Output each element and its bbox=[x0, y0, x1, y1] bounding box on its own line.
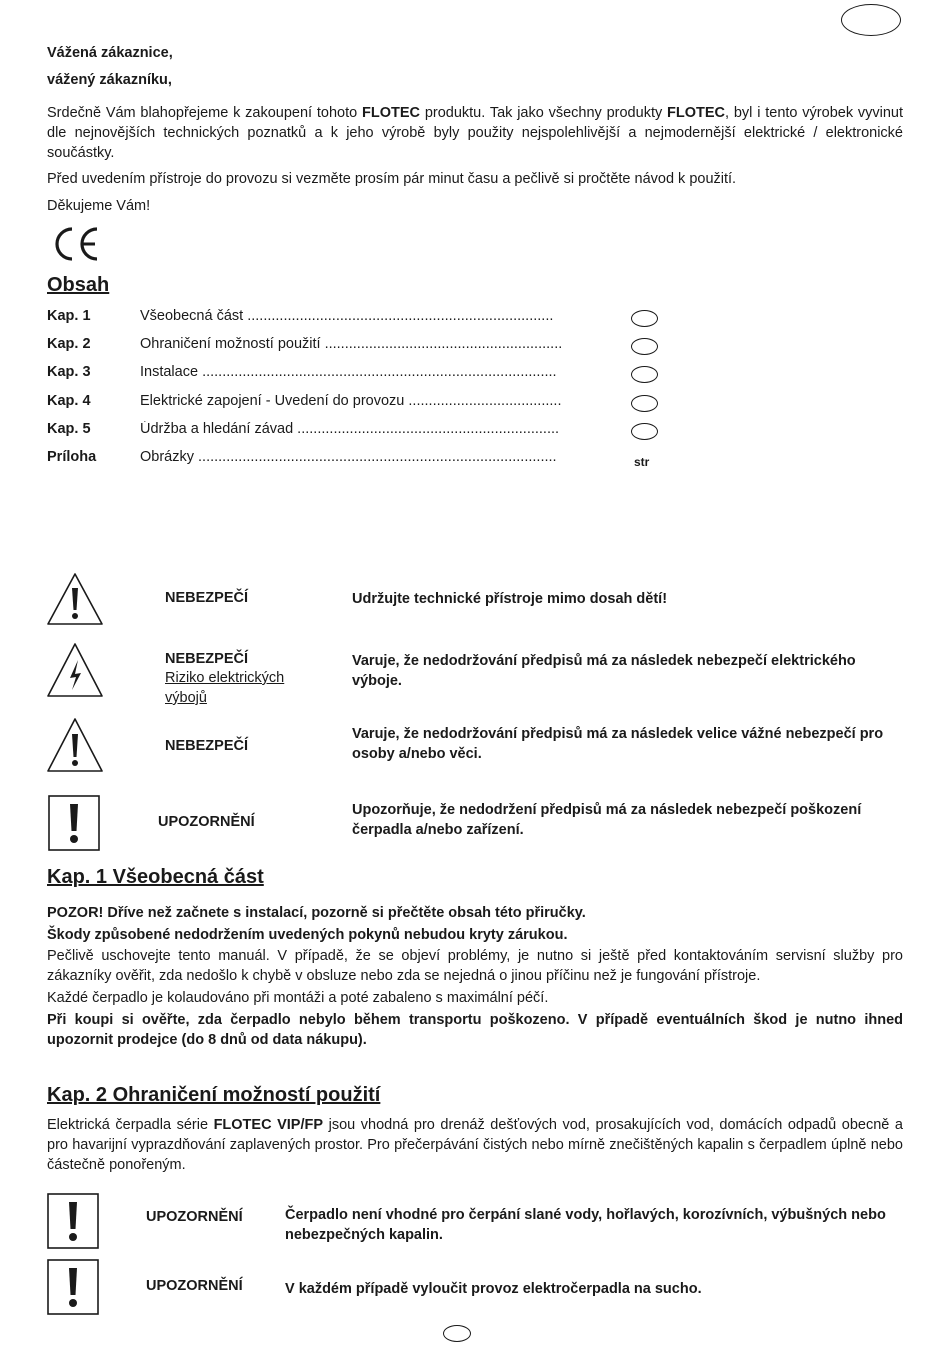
warning-label: UPOZORNĚNÍ bbox=[146, 1278, 243, 1294]
toc-page-oval bbox=[631, 338, 658, 355]
toc-row[interactable] bbox=[47, 308, 667, 330]
page-number-oval bbox=[443, 1325, 471, 1342]
warning-text: Upozorňuje, že nedodržení předpisů má za následek nebezpečí poškození čerpadla a/nebo zařízení. bbox=[352, 802, 862, 838]
greeting-line-1: Vážená zákaznice, bbox=[47, 45, 173, 61]
electric-hazard-icon bbox=[46, 642, 104, 698]
brand-name: FLOTEC bbox=[362, 105, 421, 121]
warning-label: NEBEZPEČÍ bbox=[165, 590, 248, 606]
toc-row[interactable] bbox=[47, 336, 667, 358]
language-badge-oval bbox=[841, 4, 901, 36]
section-heading-kap2: Kap. 2 Ohraničení možností použití bbox=[47, 1084, 381, 1106]
warning-label: NEBEZPEČÍ bbox=[165, 651, 248, 667]
warning-triangle-icon bbox=[46, 717, 104, 773]
kap1-bold-warranty: Škody způsobené nedodržením uvedených pokynů nebudou kryty zárukou. bbox=[47, 927, 568, 943]
warning-sublabel: Riziko elektrických výbojů bbox=[165, 670, 285, 706]
kap1-bold-transport: Při koupi si ověřte, zda čerpadlo nebylo během transportu poškozeno. V případě eventuálních škod je nutno ihned upozornit prodejce (do 8 dnů od data nákupu). bbox=[47, 1012, 903, 1048]
toc-chapter-title: Obrázky ......................................................................................... bbox=[140, 449, 557, 465]
warning-label: UPOZORNĚNÍ bbox=[158, 814, 255, 830]
intro-paragraph-2: Před uvedením přístroje do provozu si vezměte prosím pár minut času a pečlivě si pročtěte návod k použití. bbox=[47, 171, 737, 187]
warning-text: Varuje, že nedodržování předpisů má za následek velice vážné nebezpečí pro osoby a/nebo věci. bbox=[352, 726, 884, 762]
toc-page-suffix: str bbox=[634, 455, 650, 469]
toc-row[interactable] bbox=[47, 421, 667, 443]
toc-page-oval bbox=[631, 310, 658, 327]
toc-chapter-number: Kap. 2 bbox=[47, 336, 91, 352]
caution-box-icon bbox=[47, 1259, 99, 1315]
warning-label: UPOZORNĚNÍ bbox=[146, 1209, 243, 1225]
toc-chapter-title: Elektrické zapojení - Uvedení do provozu ...................................... bbox=[140, 393, 562, 409]
toc-chapter-number: Kap. 1 bbox=[47, 308, 91, 324]
toc-chapter-title: Všeobecná část ............................................................................ bbox=[140, 308, 554, 324]
warning-text: Čerpadlo není vhodné pro čerpání slané vody, hořlavých, korozívních, výbušných nebo nebezpečných kapalin. bbox=[285, 1207, 886, 1243]
toc-row[interactable] bbox=[47, 364, 667, 386]
kap1-paragraph: Pečlivě uschovejte tento manuál. V případě, že se objeví problémy, je nutno si ještě před kontaktováním servisní služby pro zákazníky ověřit, zda nedošlo k chybě v obsluze nebo zda se nejedná o jinou příčinu než je fungování přístroje. bbox=[47, 948, 903, 984]
thanks-line: Děkujeme Vám! bbox=[47, 198, 151, 214]
toc-page-oval bbox=[631, 395, 658, 412]
warning-label: NEBEZPEČÍ bbox=[165, 738, 248, 754]
brand-name: FLOTEC VIP/FP bbox=[213, 1117, 324, 1133]
kap1-paragraph-2: Každé čerpadlo je kolaudováno při montáži a poté zabaleno s maximální péčí. bbox=[47, 990, 549, 1006]
toc-heading: Obsah bbox=[47, 274, 110, 296]
ce-mark-icon bbox=[50, 226, 102, 262]
toc-chapter-title: Údržba a hledání závad ................................................................. bbox=[140, 421, 560, 437]
kap2-paragraph: Elektrická čerpadla série FLOTEC VIP/FP jsou vhodná pro drenáž dešťových vod, prosakujících vod, domácích odpadů obecně a pro havarijní vyprazdňování zaplavených prostor. Pro přečerpávání čistých nebo mírně znečištěných kapalin s čerpadlem úplně nebo částečně ponořeným. bbox=[47, 1117, 903, 1173]
warning-text: V každém případě vyloučit provoz elektročerpadla na sucho. bbox=[285, 1281, 702, 1297]
warning-triangle-icon bbox=[46, 572, 104, 626]
toc-chapter-number: Kap. 5 bbox=[47, 421, 91, 437]
caution-box-icon bbox=[48, 795, 100, 851]
toc-chapter-title: Instalace ........................................................................................ bbox=[140, 364, 557, 380]
warning-text: Udržujte technické přístroje mimo dosah dětí! bbox=[352, 591, 668, 607]
toc-chapter-title: Ohraničení možností použití ........................................................... bbox=[140, 336, 563, 352]
section-heading-kap1: Kap. 1 Všeobecná část bbox=[47, 866, 264, 888]
toc-page-oval bbox=[631, 423, 658, 440]
caution-box-icon bbox=[47, 1193, 99, 1249]
toc-row[interactable] bbox=[47, 449, 667, 471]
toc-page-oval bbox=[631, 366, 658, 383]
toc-chapter-number: Príloha bbox=[47, 449, 97, 465]
toc-chapter-number: Kap. 4 bbox=[47, 393, 91, 409]
kap1-bold-notice: POZOR! Dříve než začnete s instalací, pozorně si přečtěte obsah této přiručky. bbox=[47, 905, 586, 921]
toc-chapter-number: Kap. 3 bbox=[47, 364, 91, 380]
warning-text: Varuje, že nedodržování předpisů má za následek nebezpečí elektrického výboje. bbox=[352, 653, 856, 689]
toc-row[interactable] bbox=[47, 393, 667, 415]
brand-name: FLOTEC bbox=[667, 105, 726, 121]
intro-paragraph: Srdečně Vám blahopřejeme k zakoupení tohoto FLOTEC produktu. Tak jako všechny produkty FLOTEC, byl i tento výrobek vyvinut dle nejnovějších technických poznatků a k jeho výrobě byly použity nejspolehlivější a nejmodernější elektrické / elektronické součástky. bbox=[47, 105, 904, 161]
greeting-line-2: vážený zákazníku, bbox=[47, 72, 172, 88]
